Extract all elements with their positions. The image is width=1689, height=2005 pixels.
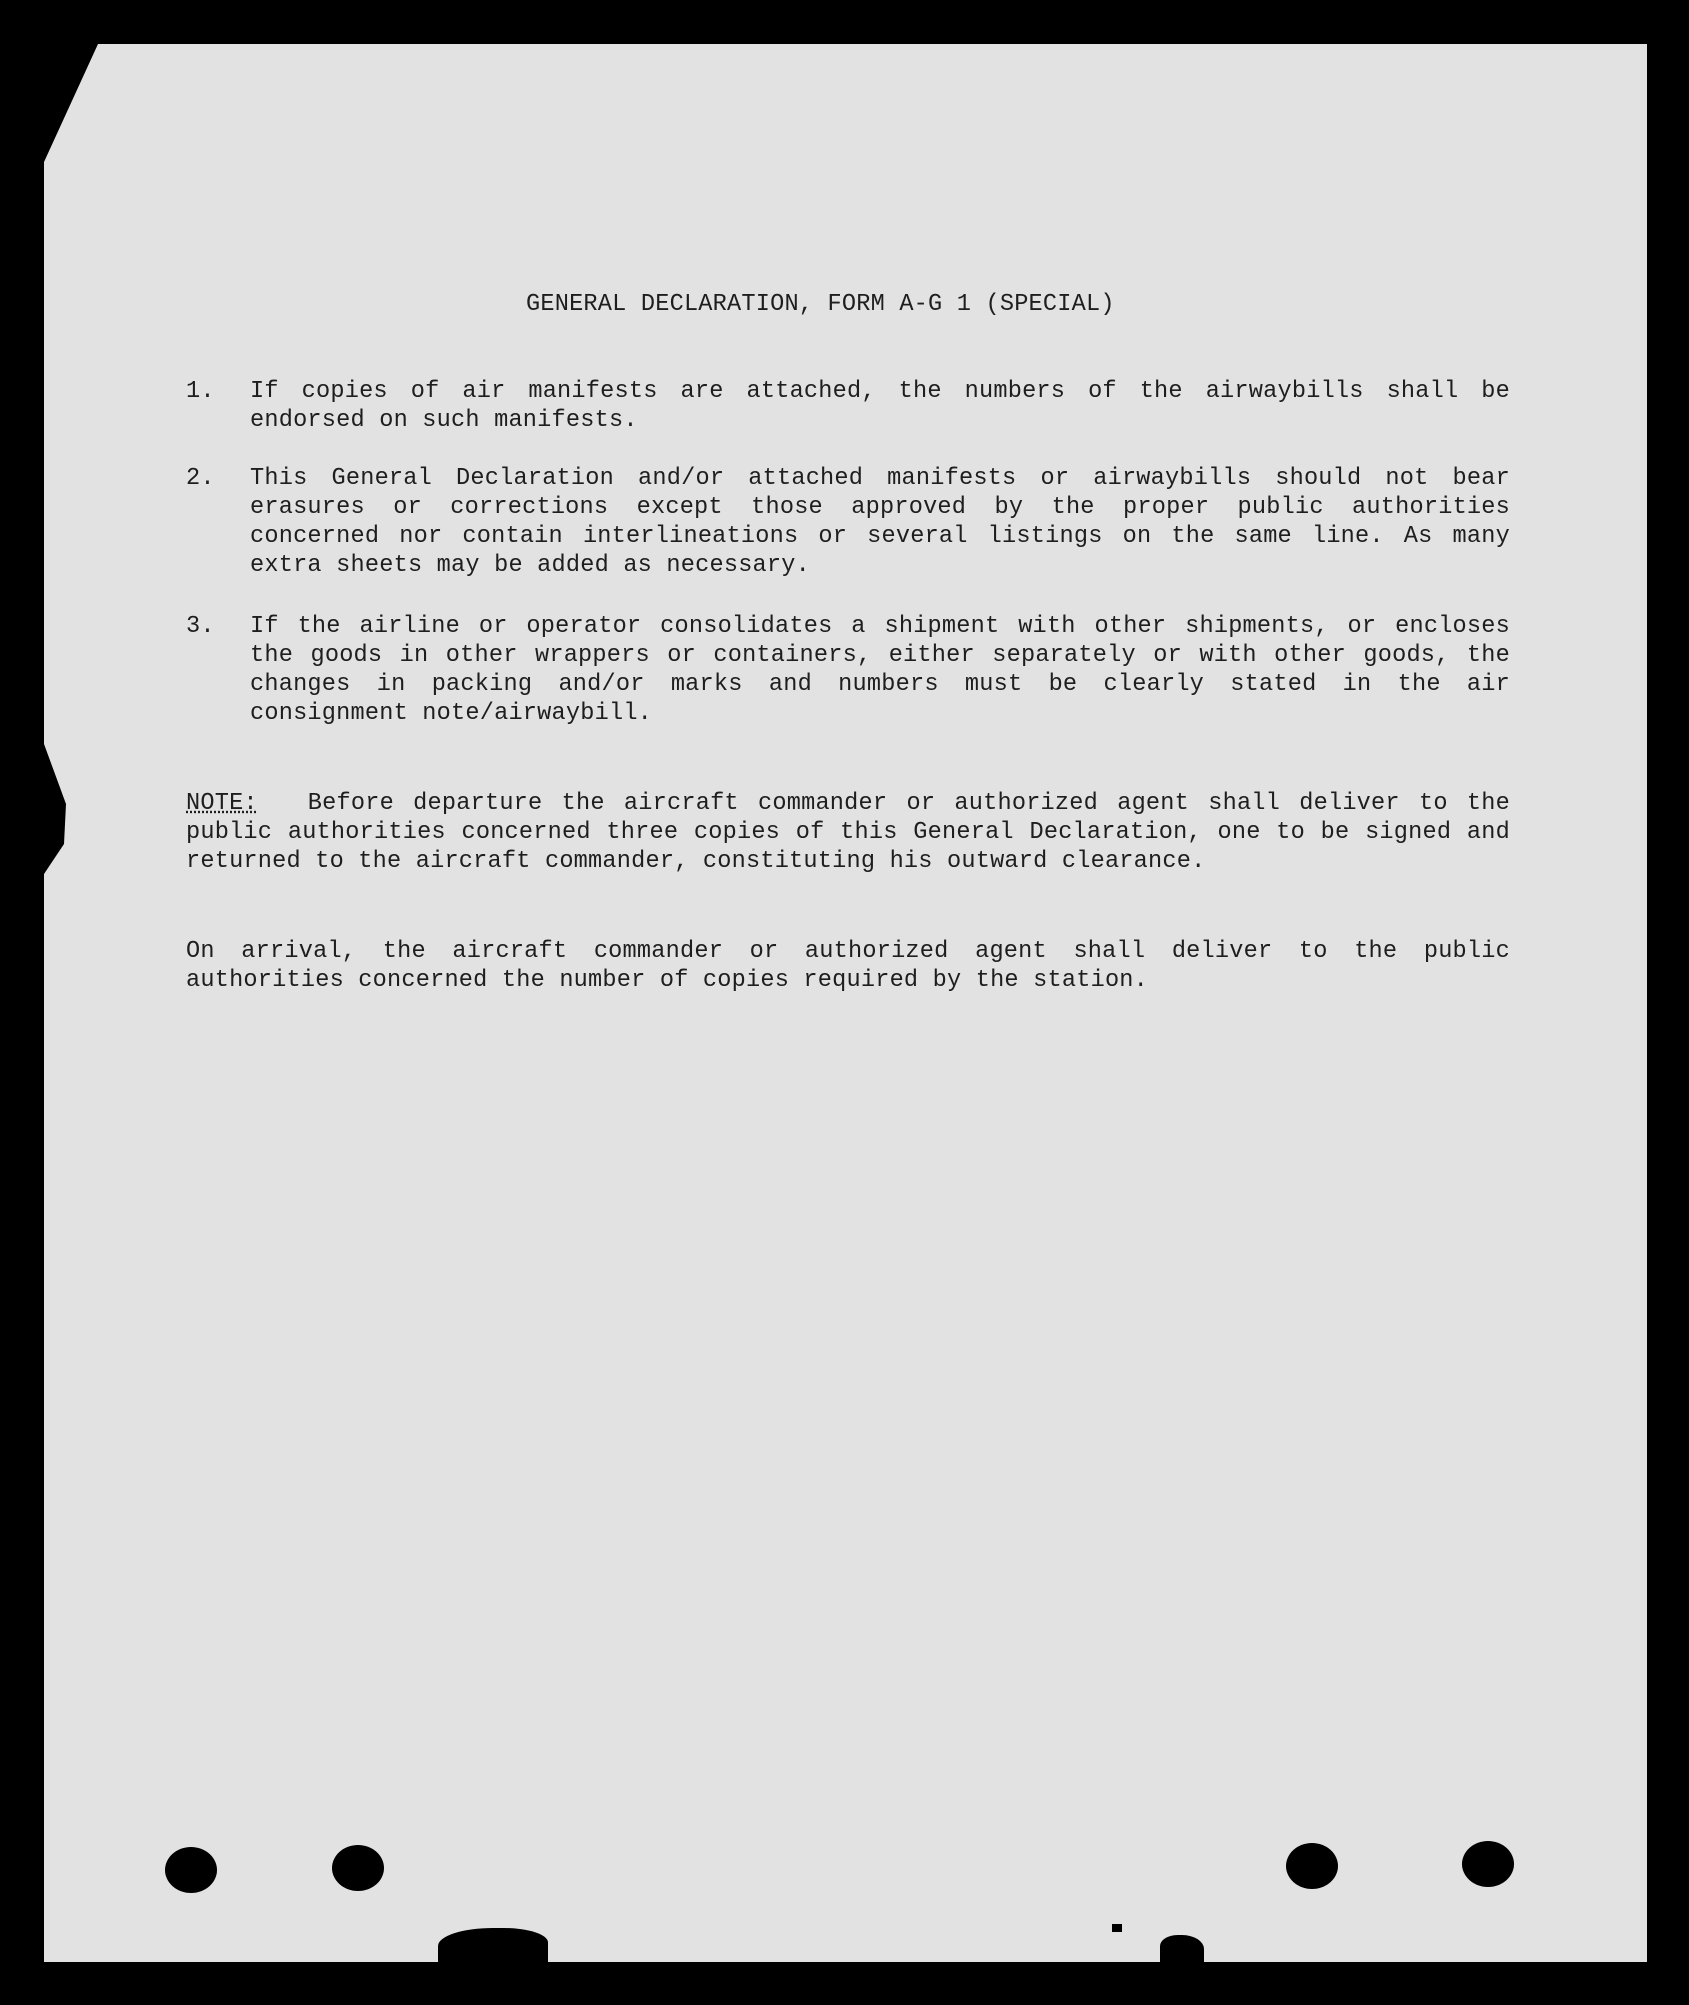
punch-hole [1462, 1841, 1514, 1887]
item-text-1: If copies of air manifests are attached, the numbers of the airwaybills shall be endorsed on such manifests. [250, 378, 1510, 434]
note-label: NOTE: [186, 790, 258, 817]
ink-speck [1112, 1924, 1122, 1932]
arrival-paragraph: On arrival, the aircraft commander or authorized agent shall deliver to the public authorities concerned the number of copies required by the station. [186, 938, 1510, 994]
item-number-3: 3. [186, 613, 215, 640]
document-page [44, 44, 1647, 1962]
note-paragraph [186, 789, 1510, 876]
note-text: Before departure the aircraft commander or authorized agent shall deliver to the public authorities concerned three copies of this General Declaration, one to be signed and returned to the aircraft commander, constituting his outward clearance. [186, 790, 1510, 875]
item-number-1: 1. [186, 378, 215, 405]
torn-edge-mark [438, 1928, 548, 1964]
item-text-3: If the airline or operator consolidates a shipment with other shipments, or encloses the goods in other wrappers or containers, either separately or with other goods, the changes in packing and/or marks and numbers must be clearly stated in the air consignment note/airwaybill. [250, 613, 1510, 727]
punch-hole [332, 1845, 384, 1891]
document-title: GENERAL DECLARATION, FORM A-G 1 (SPECIAL) [526, 291, 1115, 318]
torn-edge-mark [1160, 1935, 1204, 1963]
punch-hole [1286, 1843, 1338, 1889]
item-text-2: This General Declaration and/or attached manifests or airwaybills should not bear erasures or corrections except those approved by the proper public authorities concerned nor contain interlineations or several listings on the same line. As many extra sheets may be added as necessary. [250, 465, 1510, 579]
punch-hole [165, 1847, 217, 1893]
item-number-2: 2. [186, 465, 215, 492]
